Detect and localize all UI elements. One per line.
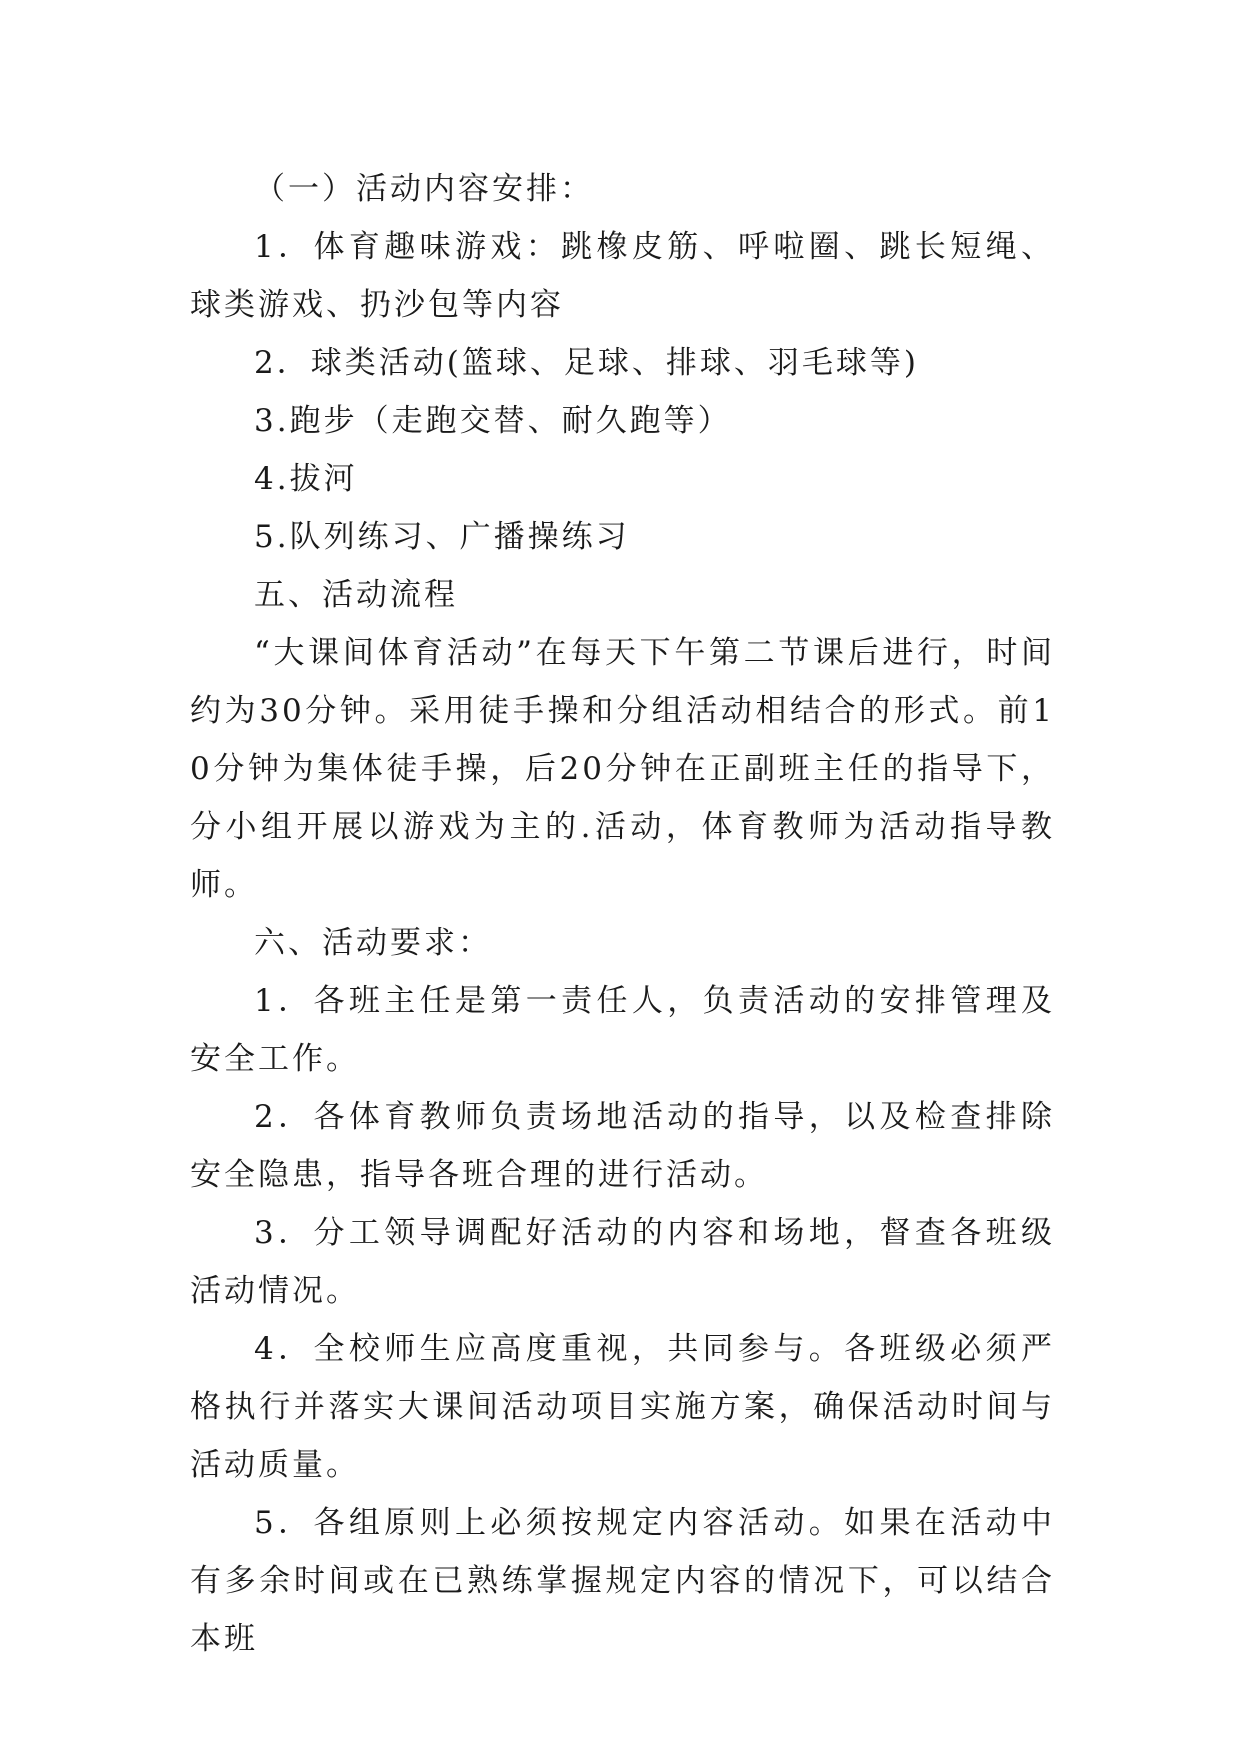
list-item-requirement-3: 3．分工领导调配好活动的内容和场地，督查各班级活动情况。 [190, 1215, 1055, 1309]
list-item-running: 3.跑步（走跑交替、耐久跑等） [254, 403, 732, 439]
section-subheading-activity-content: （一）活动内容安排： [254, 171, 594, 207]
list-item-requirement-2: 2．各体育教师负责场地活动的指导，以及检查排除安全隐患，指导各班合理的进行活动。 [190, 1099, 1055, 1193]
list-item-requirement-1: 1．各班主任是第一责任人，负责活动的安排管理及安全工作。 [190, 983, 1055, 1077]
document-body [190, 160, 1055, 1668]
list-item-requirement-5: 5．各组原则上必须按规定内容活动。如果在活动中有多余时间或在已熟练掌握规定内容的情况下，可以结合本班 [190, 1505, 1055, 1657]
list-item-ball-activities: 2．球类活动(篮球、足球、排球、羽毛球等) [254, 345, 919, 381]
list-item-tug-of-war: 4.拔河 [254, 461, 358, 497]
list-item-fun-games: 1．体育趣味游戏：跳橡皮筋、呼啦圈、跳长短绳、球类游戏、扔沙包等内容 [190, 229, 1055, 323]
section-heading-activity-process: 五、活动流程 [254, 577, 458, 613]
paragraph-activity-process: “大课间体育活动”在每天下午第二节课后进行，时间约为30分钟。采用徒手操和分组活动相结合的形式。前10分钟为集体徒手操，后20分钟在正副班主任的指导下，分小组开展以游戏为主的.活动，体育教师为活动指导教师。 [190, 635, 1055, 903]
section-heading-activity-requirements: 六、活动要求： [254, 925, 492, 961]
list-item-requirement-4: 4．全校师生应高度重视，共同参与。各班级必须严格执行并落实大课间活动项目实施方案，确保活动时间与活动质量。 [190, 1331, 1055, 1483]
list-item-drills: 5.队列练习、广播操练习 [254, 519, 630, 555]
